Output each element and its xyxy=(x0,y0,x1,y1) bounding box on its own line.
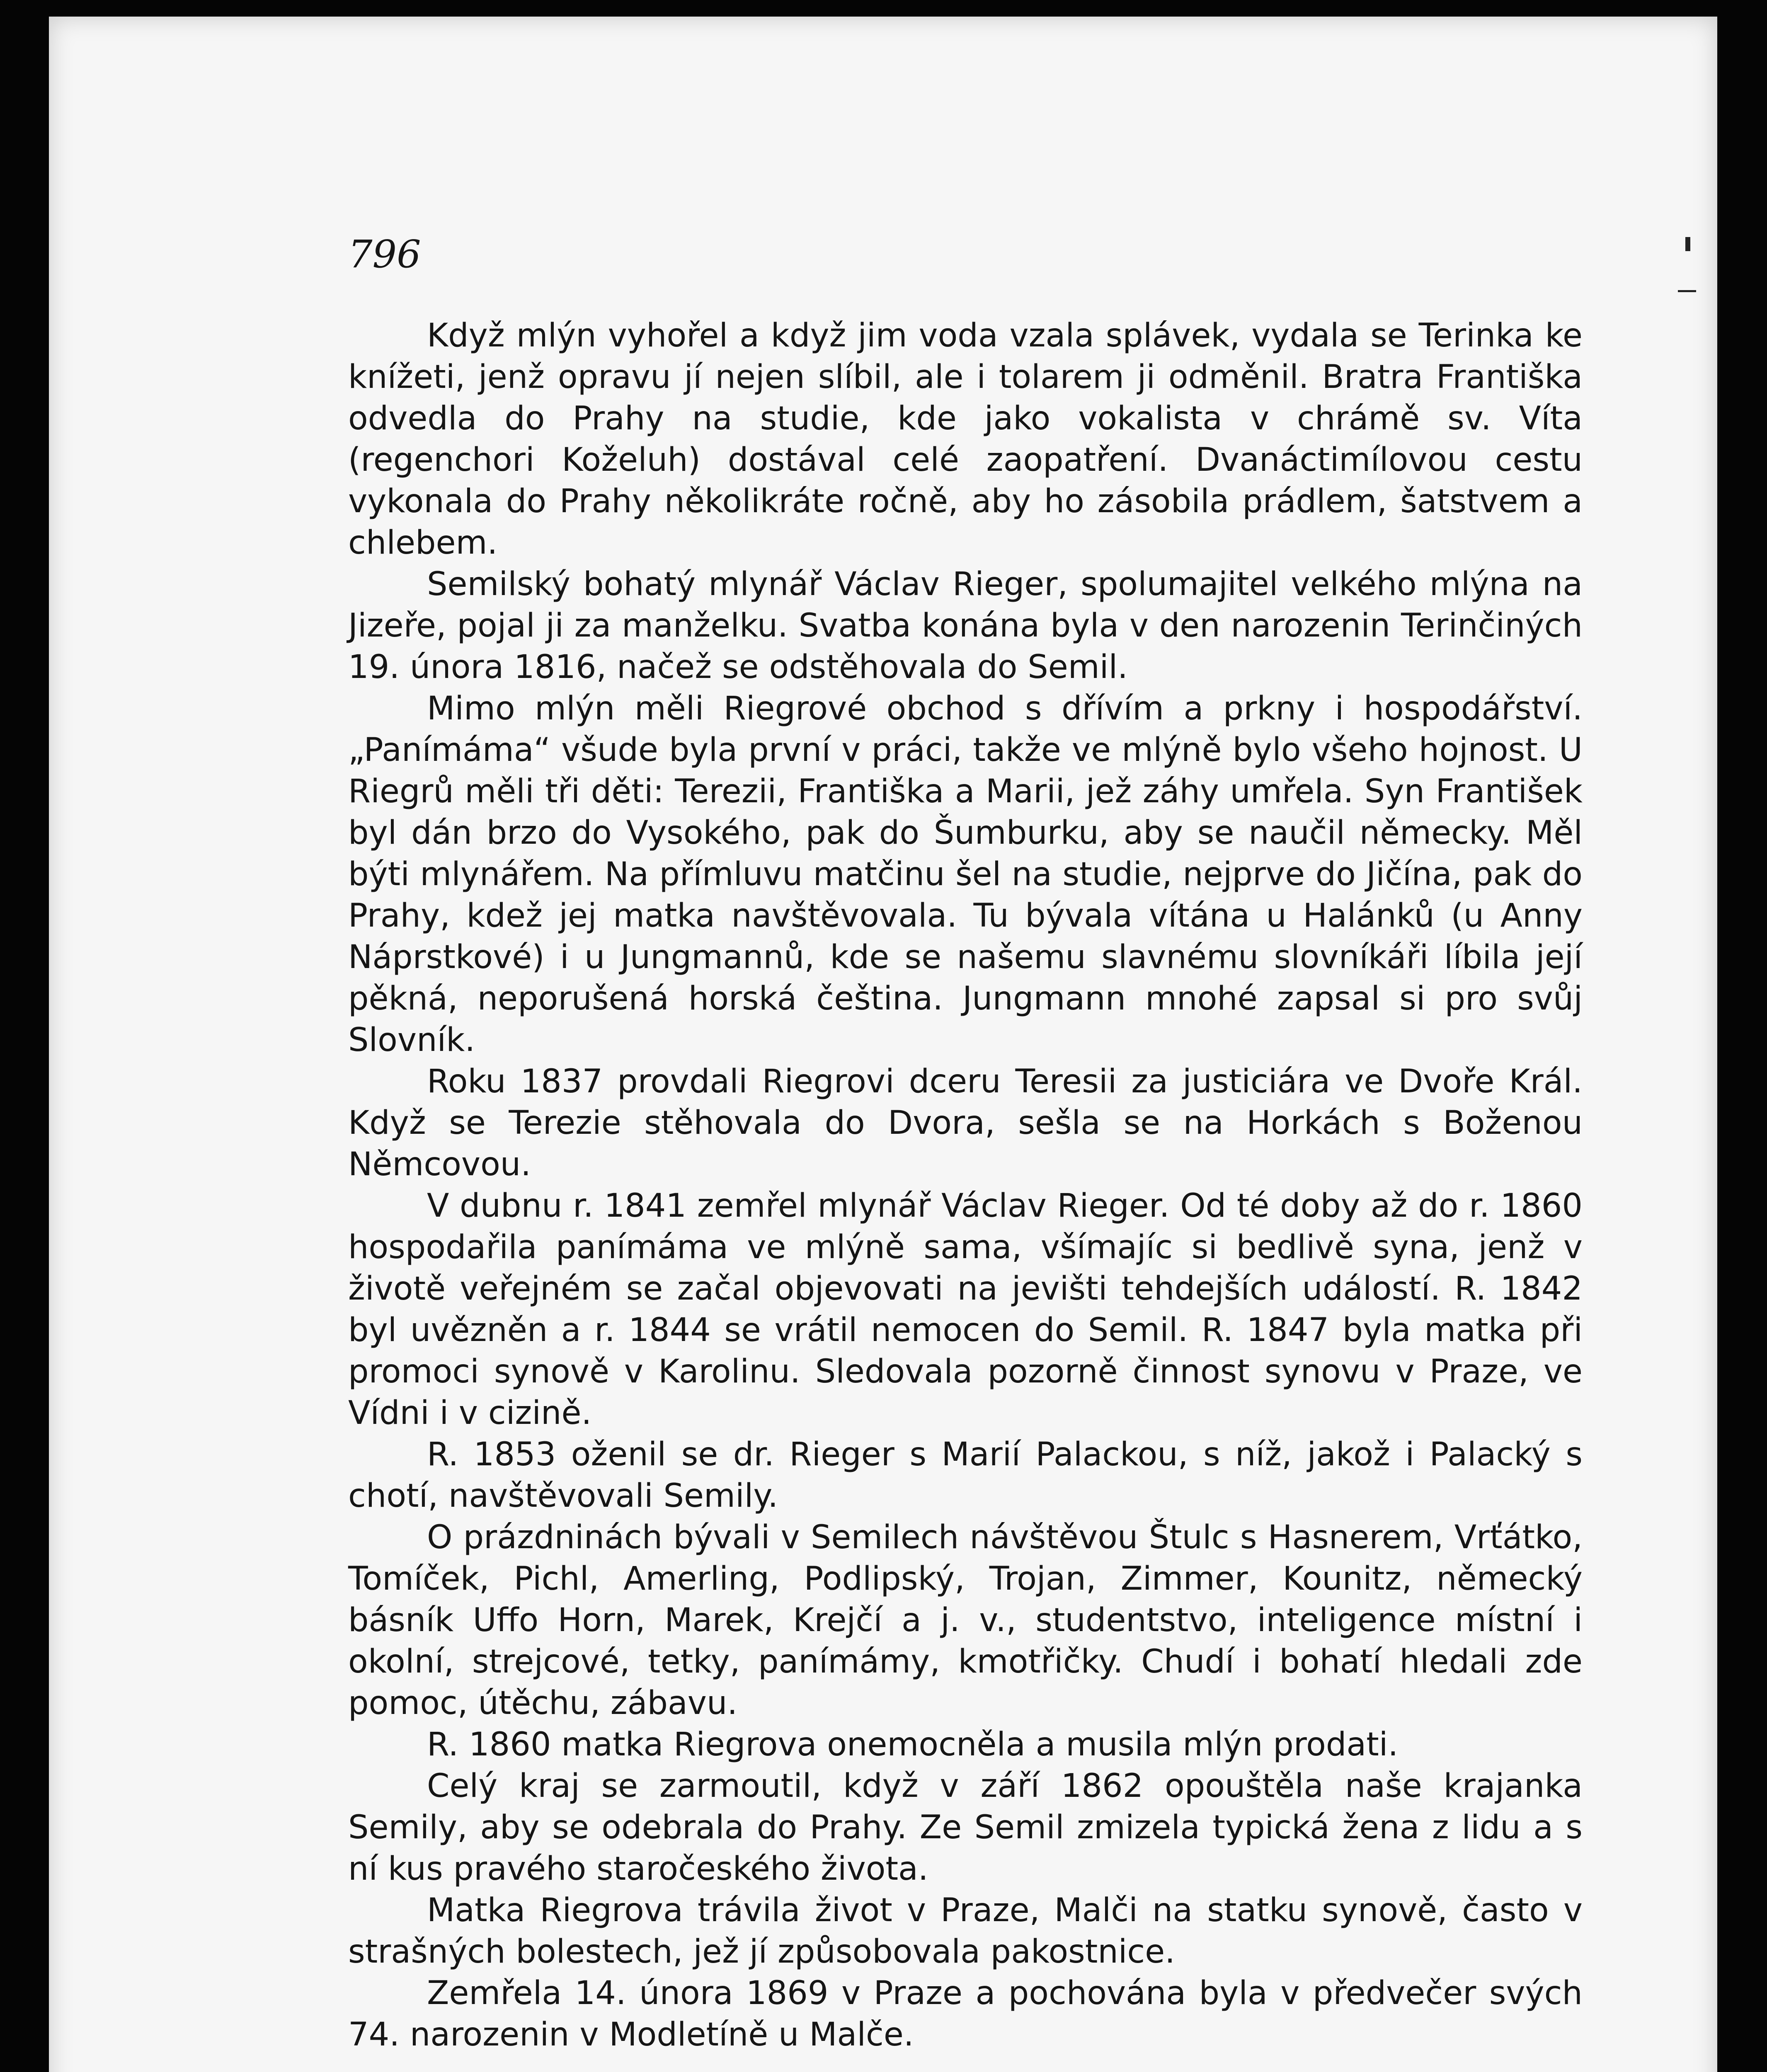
paragraph-3: Mimo mlýn měli Riegrové obchod s dřívím a prkny i hospodářství. „Panímáma“ všude byla první v práci, takže ve mlýně bylo všeho hojnost. U Riegrů měli tři děti: Terezii, Františka a Marii, jež záhy umřela. Syn František byl dán brzo do Vysokého, pak do Šumburku, aby se naučil německy. Měl býti mlynářem. Na přímluvu matčinu šel na studie, nejprve do Jičína, pak do Prahy, kdež jej matka navštěvovala. Tu bývala vítána u Halánků (u Anny Náprstkové) i u Jungmannů, kde se našemu slavnému slovníkáři líbila její pěkná, neporušená horská čeština. Jungmann mnohé zapsal si pro svůj Slovník. xyxy=(348,690,1583,1059)
margin-mark-right-top xyxy=(1685,237,1690,251)
page-number: 796 xyxy=(348,232,421,276)
body-text xyxy=(348,315,1583,2055)
paragraph-2: Semilský bohatý mlynář Václav Rieger, spolumajitel velkého mlýna na Jizeře, pojal ji za manželku. Svatba konána byla v den narozenin Terinčiných 19. února 1816, načež se odstěhovala do Semil. xyxy=(348,566,1583,686)
paragraph-8: R. 1860 matka Riegrova onemocněla a musila mlýn prodati. xyxy=(427,1726,1399,1763)
paragraph-10: Matka Riegrova trávila život v Praze, Malči na statku synově, často v strašných bolestech, jež jí způsobovala pakostnice. xyxy=(348,1892,1583,1970)
paragraph-6: R. 1853 oženil se dr. Rieger s Marií Palackou, s níž, jakož i Palacký s chotí, navštěvovali Semily. xyxy=(348,1436,1583,1515)
paragraph-5: V dubnu r. 1841 zemřel mlynář Václav Rieger. Od té doby až do r. 1860 hospodařila panímáma ve mlýně sama, všímajíc si bedlivě syna, jenž v životě veřejném se začal objevovati na jevišti tehdejších událostí. R. 1842 byl uvězněn a r. 1844 se vrátil nemocen do Semil. R. 1847 byla matka při promoci synově v Karolinu. Sledovala pozorně činnost synovu v Praze, ve Vídni i v cizině. xyxy=(348,1187,1583,1432)
paragraph-1: Když mlýn vyhořel a když jim voda vzala splávek, vydala se Terinka ke knížeti, jenž opravu jí nejen slíbil, ale i tolarem ji odměnil. Bratra Františka odvedla do Prahy na studie, kde jako vokalista v chrámě sv. Víta (regenchori Koželuh) dostával celé zaopatření. Dvanáctimílovou cestu vykonala do Prahy několikráte ročně, aby ho zásobila prádlem, šatstvem a chlebem. xyxy=(348,317,1583,562)
paragraph-11: Zemřela 14. února 1869 v Praze a pochována byla v předvečer svých 74. narozenin v Modletíně u Malče. xyxy=(348,1975,1583,2053)
margin-mark-right-dash xyxy=(1678,290,1696,292)
paragraph-9: Celý kraj se zarmoutil, když v září 1862 opouštěla naše krajanka Semily, aby se odebrala do Prahy. Ze Semil zmizela typická žena z lidu a s ní kus pravého staročeského života. xyxy=(348,1767,1583,1888)
paragraph-7: O prázdninách bývali v Semilech návštěvou Štulc s Hasnerem, Vrťátko, Tomíček, Pichl, Amerling, Podlipský, Trojan, Zimmer, Kounitz, německý básník Uffo Horn, Marek, Krejčí a j. v., studentstvo, inteligence místní i okolní, strejcové, tetky, panímámy, kmotřičky. Chudí i bohatí hledali zde pomoc, útěchu, zábavu. xyxy=(348,1519,1583,1722)
paragraph-4: Roku 1837 provdali Riegrovi dceru Teresii za justiciára ve Dvoře Král. Když se Terezie stěhovala do Dvora, sešla se na Horkách s Boženou Němcovou. xyxy=(348,1063,1583,1183)
